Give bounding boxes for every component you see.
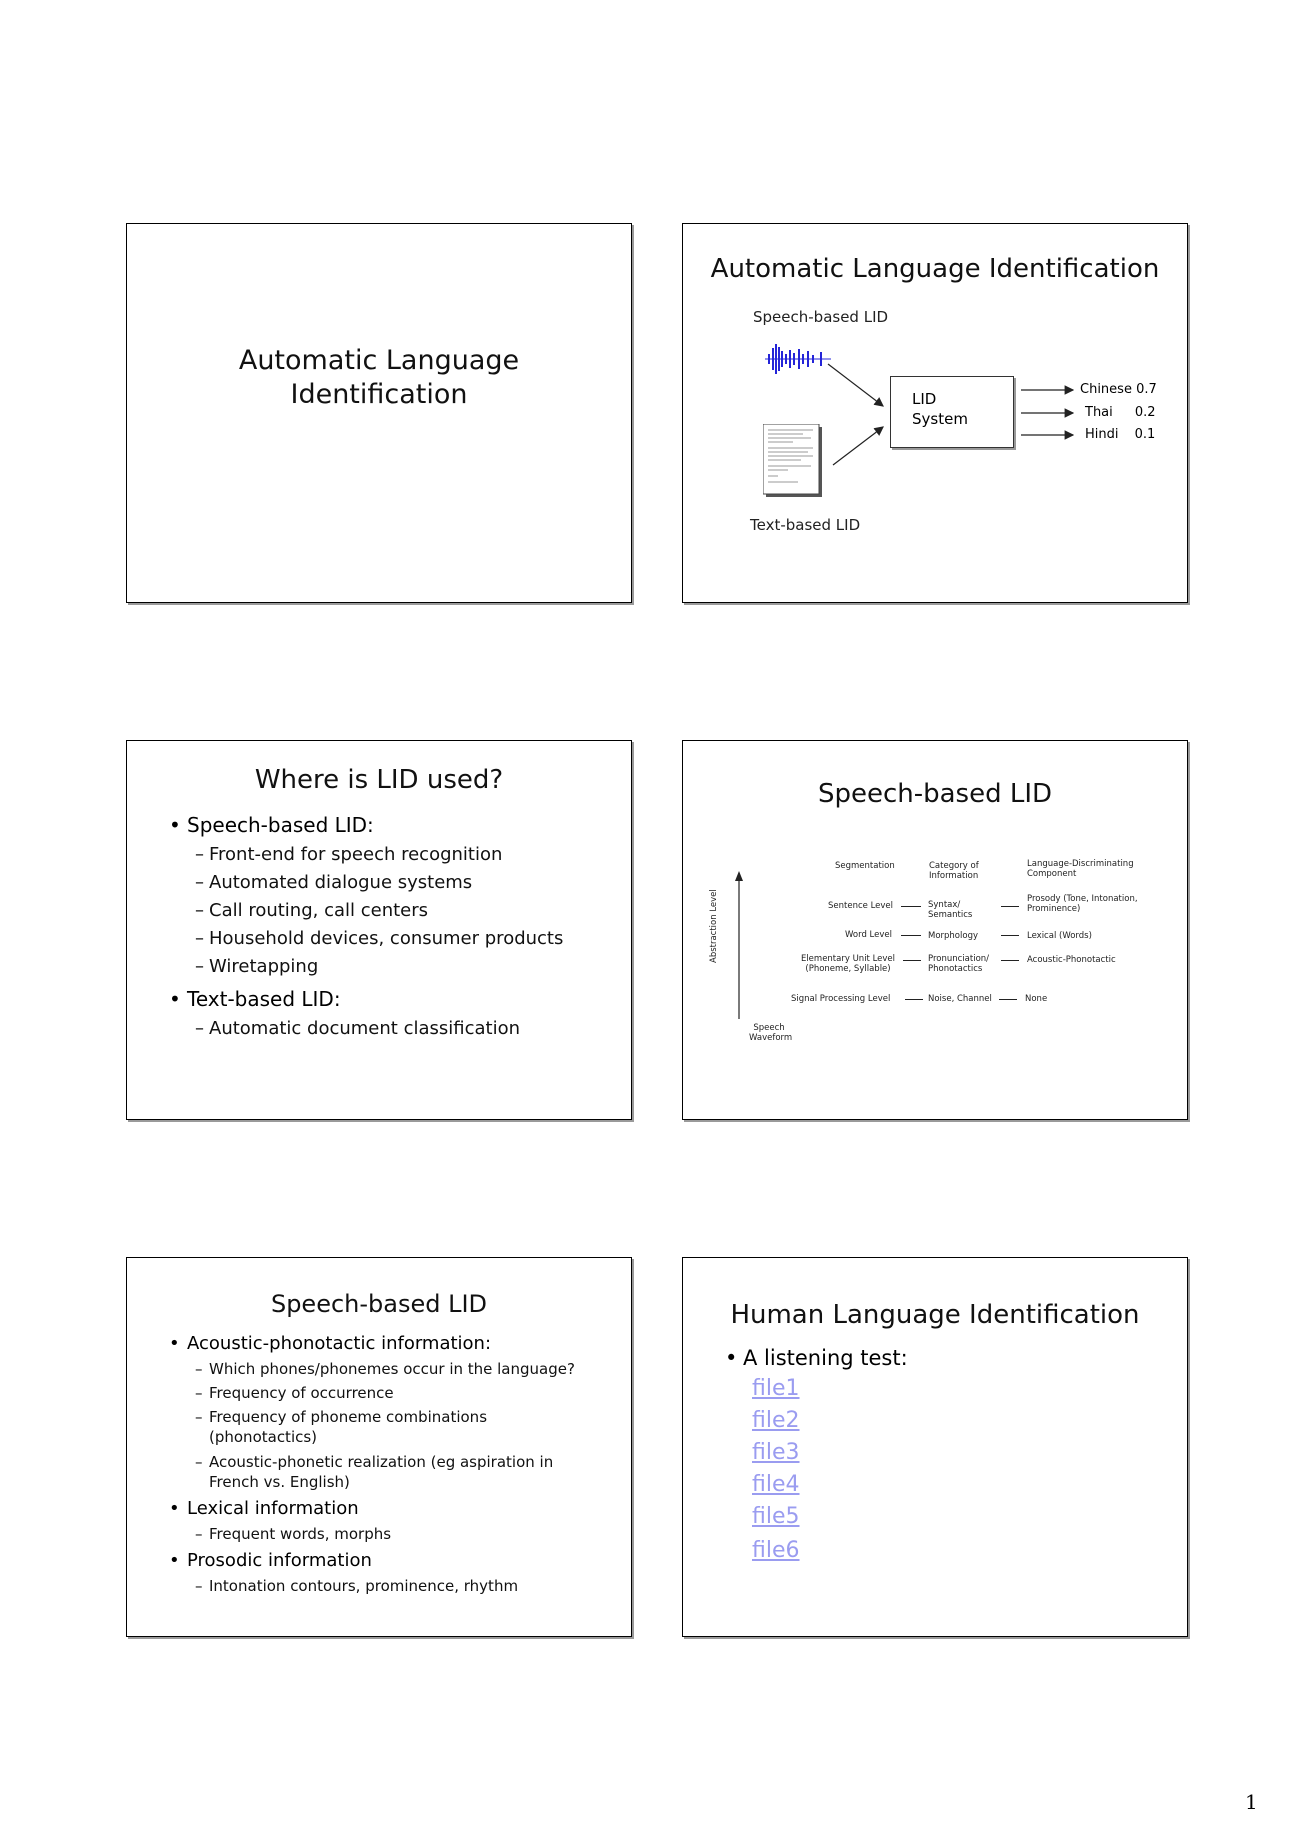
bullet-text-based: • Text-based LID:: [187, 987, 341, 1011]
list-item: – Frequency of phoneme combinations: [209, 1407, 487, 1427]
output-thai: Thai 0.2: [1085, 405, 1156, 420]
slide-2-title: Automatic Language Identification: [710, 254, 1160, 284]
list-item: – Call routing, call centers: [209, 900, 428, 921]
comp-lexical: Lexical (Words): [1027, 931, 1092, 941]
cat-syntax: Syntax/ Semantics: [928, 900, 973, 920]
bullet-lexical: • Lexical information: [187, 1498, 359, 1519]
speech-based-label: Speech-based LID: [753, 308, 889, 326]
comp-none: None: [1025, 994, 1048, 1004]
list-item: – Automated dialogue systems: [209, 872, 472, 893]
seg-sentence: Sentence Level: [828, 901, 894, 911]
cat-pronunciation: Pronunciation/ Phonotactics: [928, 954, 990, 974]
bullet-speech-based: • Speech-based LID:: [187, 813, 374, 837]
slide-5-title: Speech-based LID: [270, 1290, 488, 1318]
seg-elementary: Elementary Unit Level (Phoneme, Syllable): [800, 954, 896, 974]
list-item: – Frequent words, morphs: [209, 1524, 391, 1544]
file3-link[interactable]: file3: [752, 1440, 800, 1465]
slide-4-title: Speech-based LID: [817, 779, 1053, 809]
connector-dash: [1001, 960, 1019, 961]
speech-waveform-label: Speech Waveform: [749, 1023, 793, 1043]
output-chinese: Chinese 0.7: [1080, 382, 1157, 397]
list-item: – Intonation contours, prominence, rhythm: [209, 1576, 518, 1596]
comp-prosody: Prosody (Tone, Intonation, Prominence): [1027, 894, 1138, 914]
slide-3: [126, 740, 632, 1120]
connector-dash: [905, 999, 923, 1000]
connector-dash: [901, 935, 921, 936]
file4-link[interactable]: file4: [752, 1472, 800, 1497]
comp-acoustic: Acoustic-Phonotactic: [1027, 955, 1116, 965]
bullet-listening-test: • A listening test:: [743, 1346, 908, 1370]
connector-dash: [1001, 906, 1019, 907]
slide-6: [682, 1257, 1188, 1637]
slide-3-title: Where is LID used?: [254, 765, 504, 795]
slide-1: [126, 223, 632, 603]
seg-signal: Signal Processing Level: [791, 994, 891, 1004]
list-item: – Automatic document classification: [209, 1018, 520, 1039]
connector-dash: [901, 906, 921, 907]
list-item: – Frequency of occurrence: [209, 1383, 394, 1403]
cat-morphology: Morphology: [928, 931, 978, 941]
list-item: – Which phones/phonemes occur in the language?: [209, 1359, 575, 1379]
axis-label: Abstraction Level: [709, 889, 719, 963]
list-item: – Wiretapping: [209, 956, 318, 977]
bullet-acoustic: • Acoustic-phonotactic information:: [187, 1333, 491, 1354]
file6-link[interactable]: file6: [752, 1538, 800, 1563]
connector-dash: [903, 960, 921, 961]
list-item-continued: French vs. English): [209, 1473, 350, 1491]
header-category: Category of Information: [929, 861, 979, 881]
output-hindi: Hindi 0.1: [1085, 427, 1156, 442]
text-based-label: Text-based LID: [750, 516, 861, 534]
cat-noise: Noise, Channel: [928, 994, 992, 1004]
abstraction-axis: [723, 871, 753, 1021]
file1-link[interactable]: file1: [752, 1376, 800, 1401]
slide-2: [682, 223, 1188, 603]
list-item: – Front-end for speech recognition: [209, 844, 502, 865]
seg-word: Word Level: [845, 930, 892, 940]
file5-link[interactable]: file5: [752, 1504, 800, 1529]
slide-6-title: Human Language Identification: [730, 1300, 1140, 1330]
slide-5: [126, 1257, 632, 1637]
header-segmentation: Segmentation: [835, 861, 895, 871]
page-number: 1: [1245, 1790, 1258, 1814]
bullet-prosodic: • Prosodic information: [187, 1550, 372, 1571]
list-item: – Household devices, consumer products: [209, 928, 563, 949]
slide-4: [682, 740, 1188, 1120]
connector-dash: [999, 999, 1017, 1000]
slide-1-title: Automatic Language Identification: [238, 345, 520, 410]
lid-system-box: LID System: [890, 376, 1014, 448]
header-component: Language-Discriminating Component: [1027, 859, 1134, 879]
list-item: – Acoustic-phonetic realization (eg aspiration in: [209, 1452, 553, 1472]
file2-link[interactable]: file2: [752, 1408, 800, 1433]
connector-dash: [1001, 935, 1019, 936]
list-item-continued: (phonotactics): [209, 1428, 318, 1446]
